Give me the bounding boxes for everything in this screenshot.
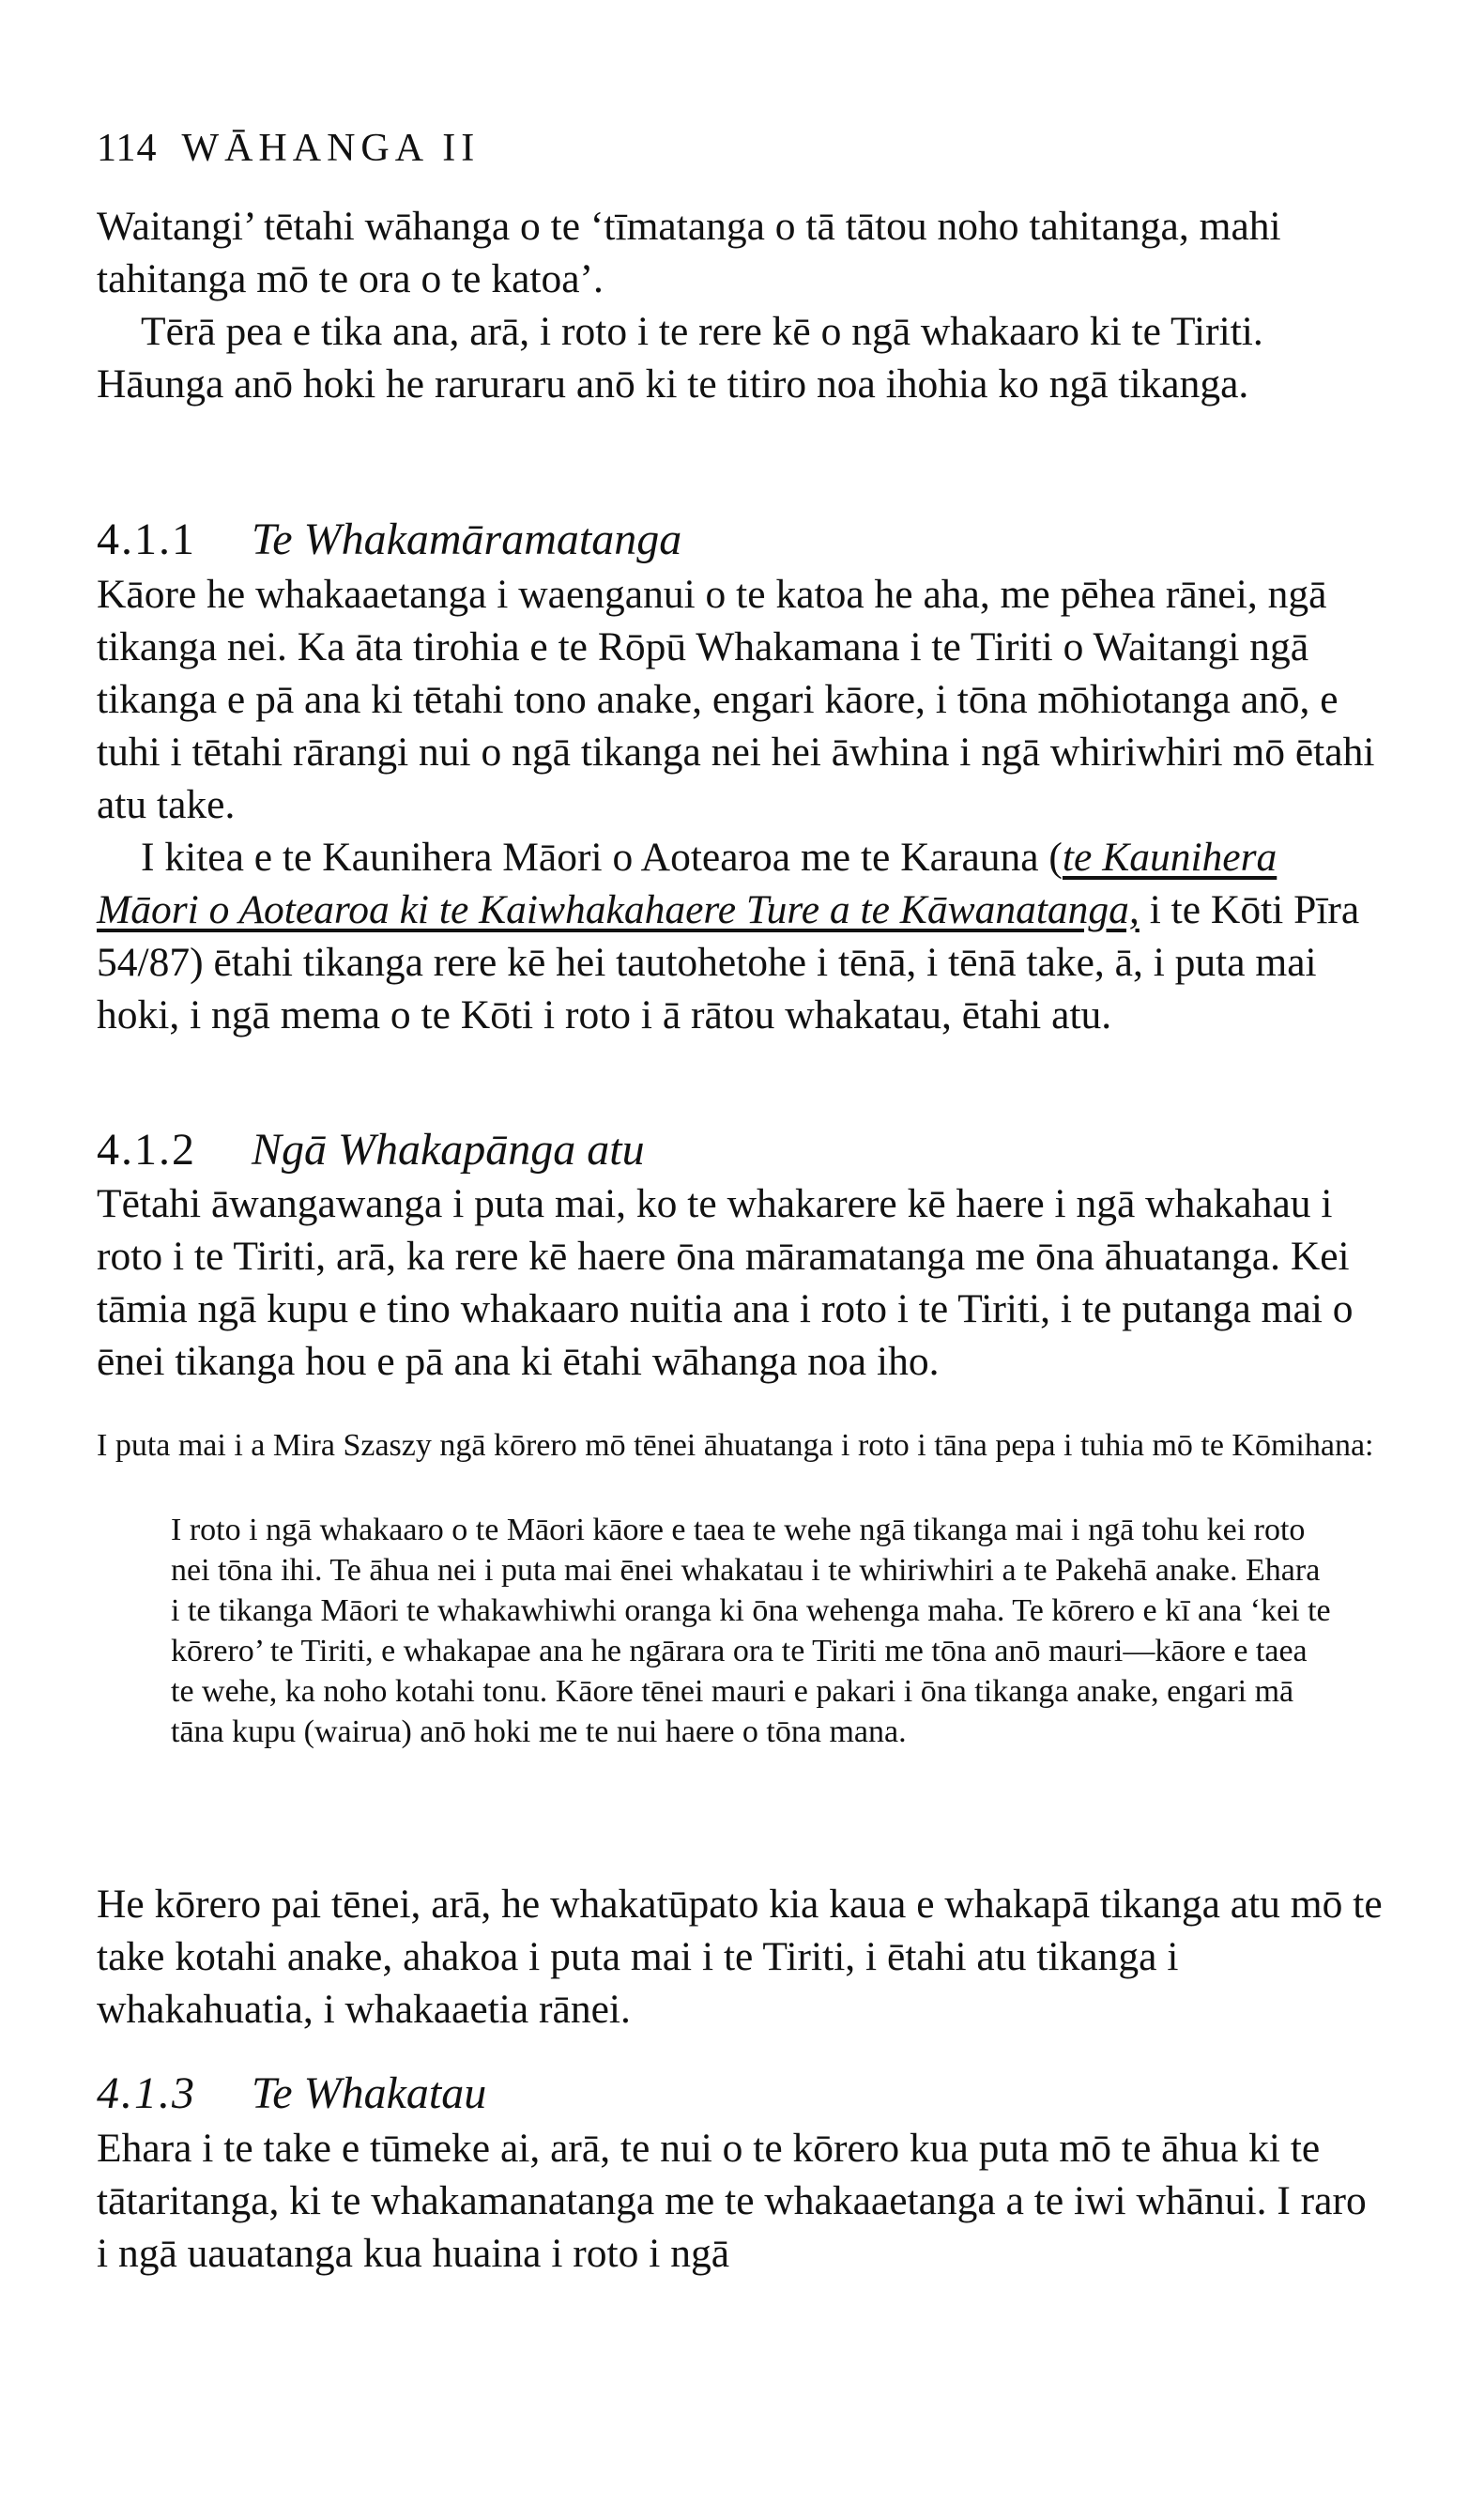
quote-intro-block bbox=[97, 1425, 1387, 1466]
block-quote-text: I roto i ngā whakaaro o te Māori kāore e taea te wehe ngā tikanga mai i ngā tohu kei roto nei tōna ihi. Te āhua nei i puta mai ēnei whakatau i te whiriwhiri a te Pakehā anake. Ehara i te tikanga Māori te whakawhiwhi oranga ki ōna wehenga maha. Te kōrero e kī ana ‘kei te kōrero’ te Tiriti, e whakapae ana he ngārara ora te Tiriti me tōna anō mauri—kāore e taea te wehe, ka noho kotahi tonu. Kāore tēnei mauri e pakari i ōna tikanga anake, engari mā tāna kupu (wairua) anō hoki me te nui haere o tōna mana. bbox=[171, 1513, 1331, 1749]
paragraph: Kāore he whakaaetanga i waenganui o te katoa he aha, me pēhea rānei, ngā tikanga nei. Ka āta tirohia e te Rōpū Whakamana i te Tiriti o Waitangi ngā tikanga e pā ana ki tētahi tono anake, engari kāore, i tōna mōhiotanga anō, e tuhi i tētahi rārangi nui o ngā tikanga nei hei āwhina i ngā whiriwhiri mō ētahi atu take. bbox=[97, 572, 1375, 827]
section-heading-4-1-1 bbox=[97, 512, 681, 568]
intro-paragraph-2: Tērā pea e tika ana, arā, i roto i te rere kē o ngā whakaaro ki te Tiriti. Hāunga anō hoki he raruraru anō ki te titiro noa ihohia ko ngā tikanga. bbox=[97, 309, 1263, 407]
section-title: Te Whakatau bbox=[252, 2068, 487, 2118]
section-4-1-1-body bbox=[97, 568, 1387, 1041]
section-4-1-2-body bbox=[97, 1177, 1387, 1388]
chapter-label: WĀHANGA II bbox=[181, 127, 481, 170]
section-heading-4-1-3 bbox=[97, 2066, 486, 2122]
case-citation: te Kaunihera Māori o Aotearoa ki te Kaiwhakahaere Ture a te Kāwanatanga, bbox=[97, 835, 1277, 932]
section-number: 4.1.1 bbox=[97, 515, 196, 564]
paragraph: He kōrero pai tēnei, arā, he whakatūpato kia kaua e whakapā tikanga atu mō te take kotahi anake, ahakoa i puta mai i te Tiriti, i ētahi atu tikanga i whakahuatia, i whakaaetia rānei. bbox=[97, 1882, 1383, 2032]
intro-block bbox=[97, 200, 1387, 410]
running-head bbox=[97, 122, 480, 175]
paragraph-tail: i te Kōti Pīra 54/87) ētahi tikanga rere kē hei tautohetohe i tēnā, i tēnā take, ā, i puta mai hoki, i ngā mema o te Kōti i roto i ā rātou whakatau, ētahi atu. bbox=[97, 887, 1360, 1037]
paragraph: Tētahi āwangawanga i puta mai, ko te whakarere kē haere i ngā whakahau i roto i te Tiriti, arā, ka rere kē haere ōna māramatanga me ōna āhuatanga. Kei tāmia ngā kupu e tino whakaaro nuitia ana i roto i te Tiriti, i te putanga mai o ēnei tikanga hou e pā ana ki ētahi wāhanga noa iho. bbox=[97, 1181, 1354, 1384]
paragraph-lead: I kitea e te Kaunihera Māori o Aotearoa me te Karauna ( bbox=[141, 835, 1063, 880]
section-number: 4.1.3 bbox=[97, 2068, 196, 2118]
paragraph: Ehara i te take e tūmeke ai, arā, te nui o te kōrero kua puta mō te āhua ki te tātaritanga, ki te whakamanatanga me te whakaaetanga a te iwi whānui. I raro i ngā uauatanga kua huaina i roto i ngā bbox=[97, 2126, 1367, 2276]
block-quote bbox=[171, 1510, 1335, 1752]
section-4-1-2-conclusion bbox=[97, 1878, 1387, 2036]
section-title: Ngā Whakapānga atu bbox=[252, 1125, 645, 1175]
page-number: 114 bbox=[97, 127, 158, 170]
section-title: Te Whakamāramatanga bbox=[252, 515, 682, 564]
section-heading-4-1-2 bbox=[97, 1122, 645, 1178]
intro-paragraph-1: Waitangi’ tētahi wāhanga o te ‘tīmatanga o tā tātou noho tahitanga, mahi tahitanga mō te ora o te katoa’. bbox=[97, 204, 1281, 301]
paragraph-with-citation bbox=[97, 831, 1387, 1041]
section-number: 4.1.2 bbox=[97, 1125, 196, 1175]
section-4-1-3-body bbox=[97, 2122, 1387, 2280]
quote-intro: I puta mai i a Mira Szaszy ngā kōrero mō tēnei āhuatanga i roto i tāna pepa i tuhia mō te Kōmihana: bbox=[97, 1428, 1374, 1463]
